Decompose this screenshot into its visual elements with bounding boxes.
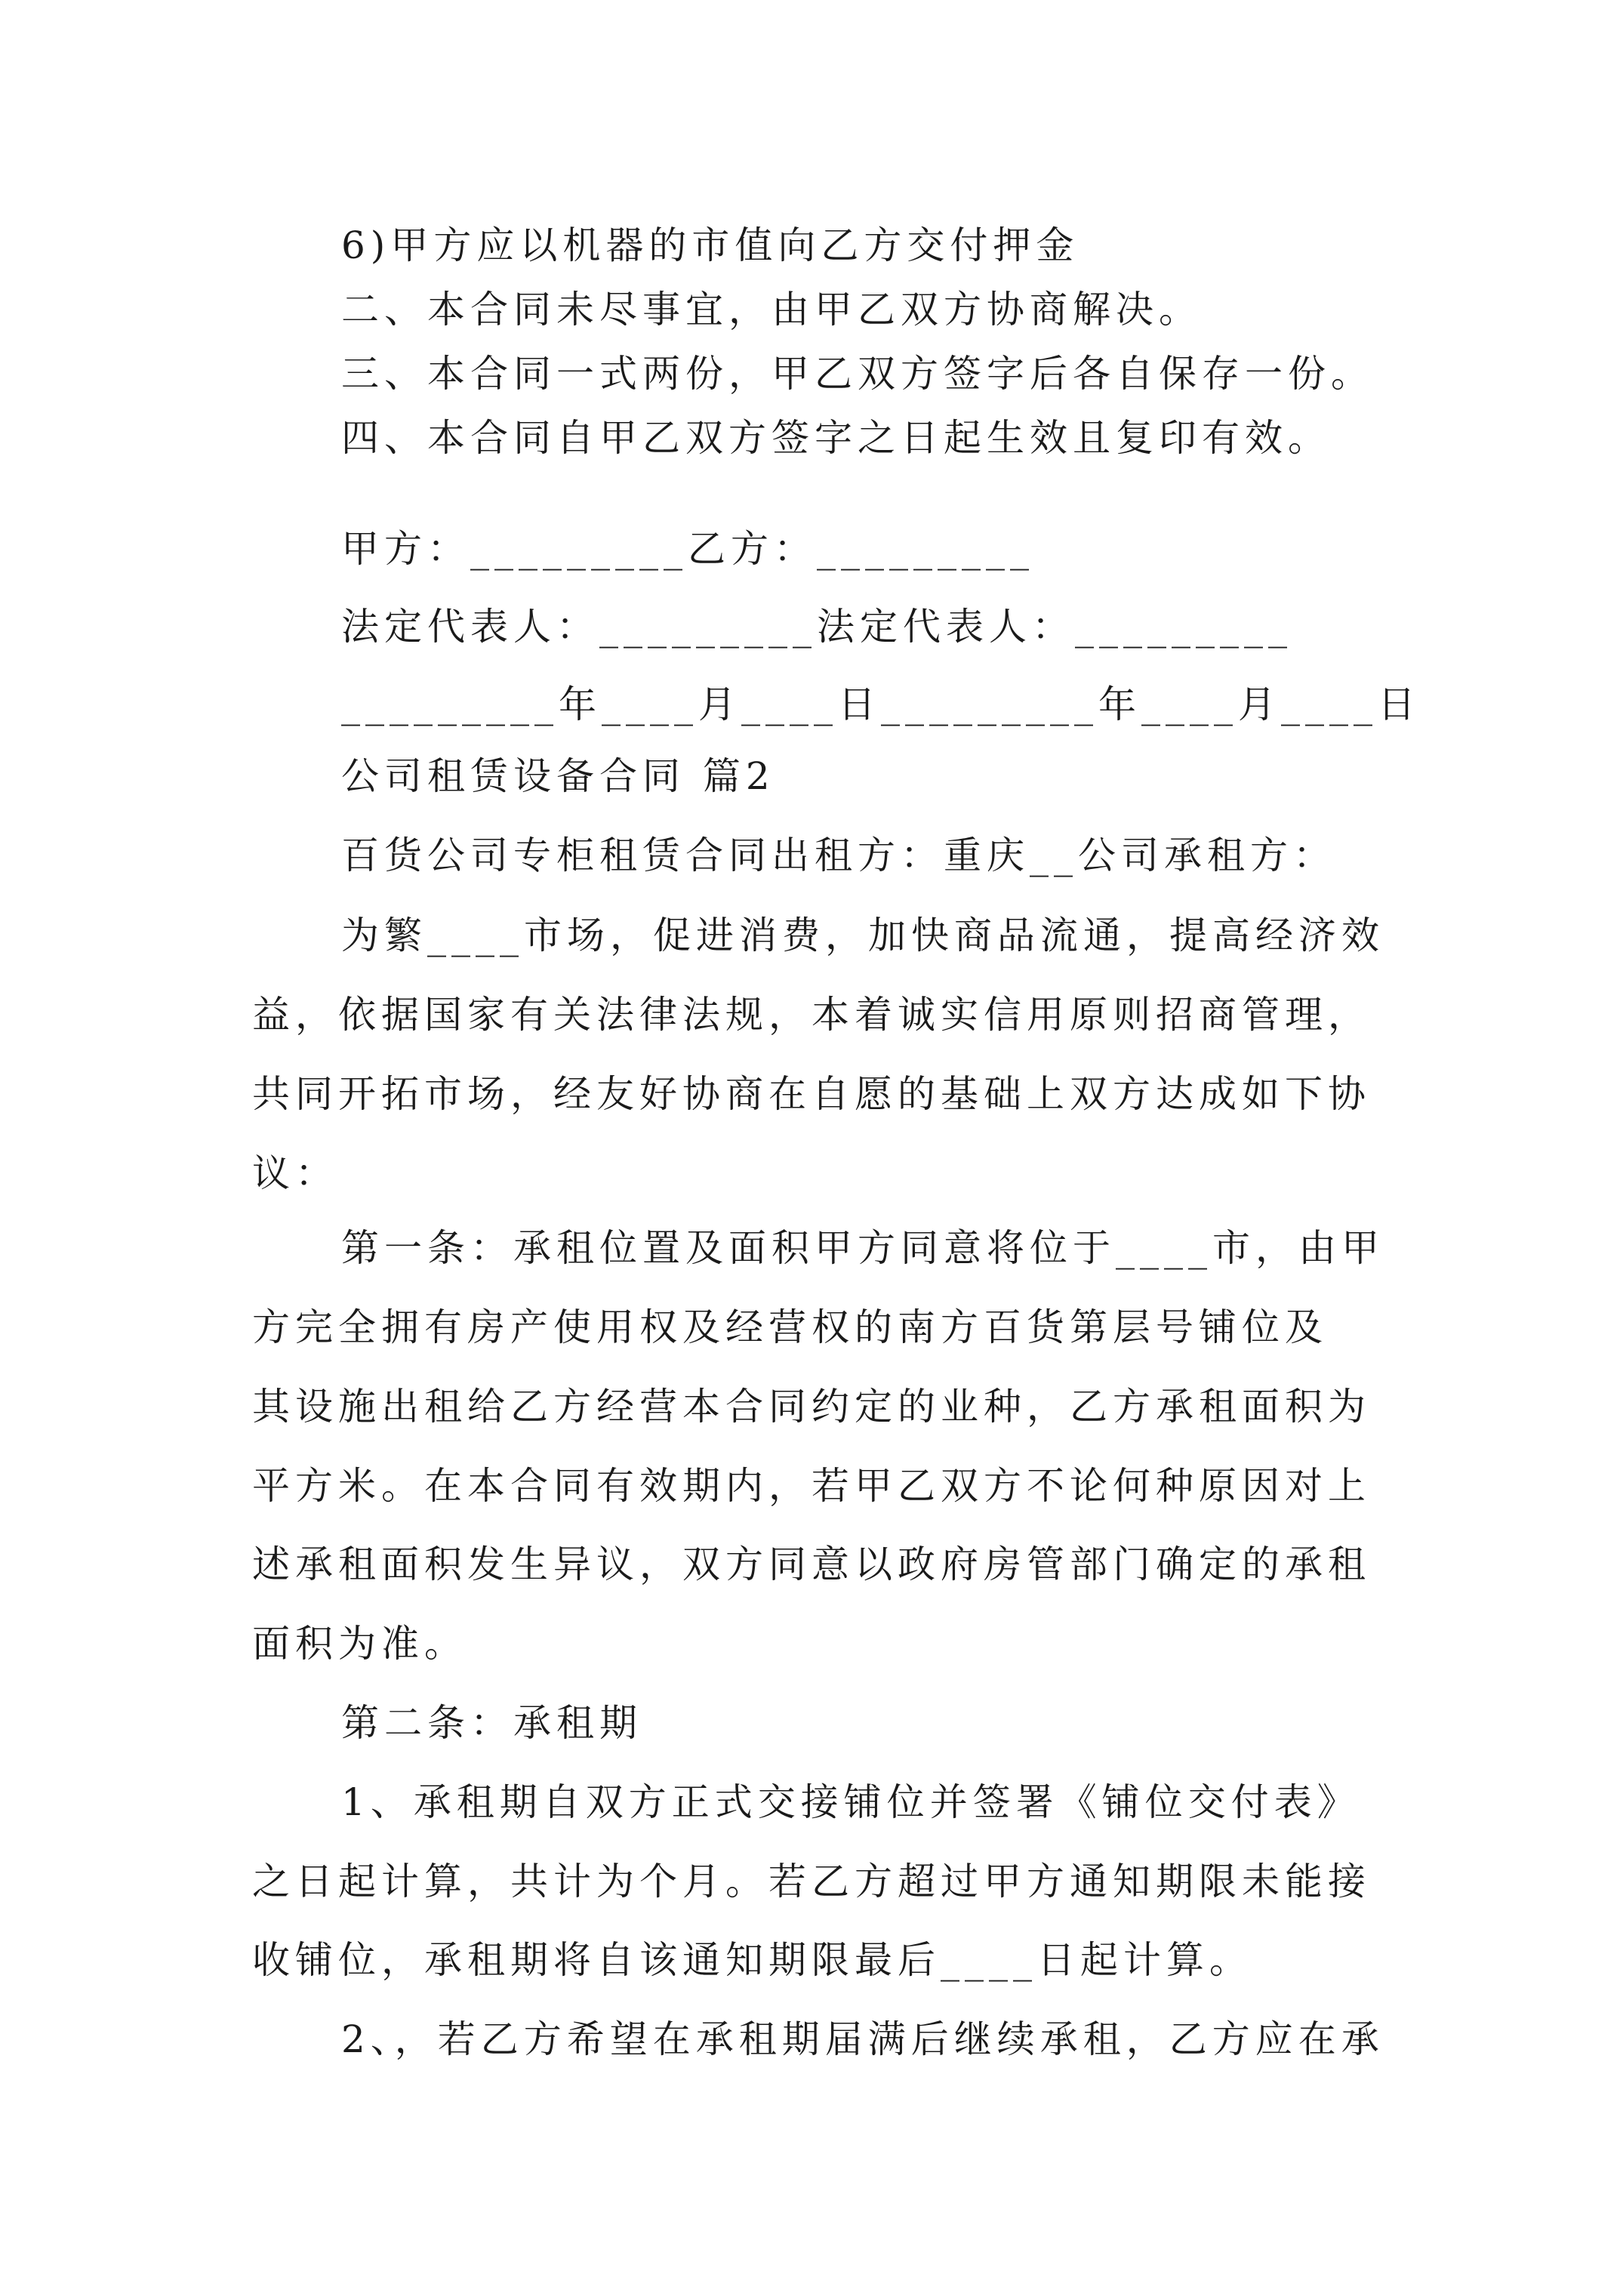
signature-line-dates: _________年____月____日_________年____月____日 <box>341 683 1421 726</box>
text-line: 百货公司专柜租赁合同出租方：重庆__公司承租方： <box>341 834 1336 877</box>
text-line: 二、本合同未尽事宜，由甲乙双方协商解决。 <box>341 288 1202 331</box>
text-line: 平方米。在本合同有效期内，若甲乙双方不论何种原因对上 <box>252 1464 1371 1508</box>
text-line: 第二条：承租期 <box>341 1701 642 1745</box>
text-line: 为繁____市场，促进消费，加快商品流通，提高经济效 <box>341 914 1384 957</box>
text-line: 共同开拓市场，经友好协商在自愿的基础上双方达成如下协 <box>252 1072 1371 1116</box>
text-line: 6)甲方应以机器的市值向乙方交付押金 <box>341 223 1079 267</box>
signature-line-parties: 甲方：_________乙方：_________ <box>341 527 1034 571</box>
text-line: 之日起计算，共计为个月。若乙方超过甲方通知期限未能接 <box>252 1860 1371 1903</box>
text-line: 述承租面积发生异议，双方同意以政府房管部门确定的承租 <box>252 1542 1371 1586</box>
text-line: 收铺位，承租期将自该通知期限最后____日起计算。 <box>252 1938 1252 1982</box>
text-line: 三、本合同一式两份，甲乙双方签字后各自保存一份。 <box>341 352 1374 396</box>
signature-line-representatives: 法定代表人：_________法定代表人：_________ <box>341 605 1292 649</box>
section-heading: 公司租赁设备合同 篇2 <box>341 754 775 798</box>
text-line: 四、本合同自甲乙双方签字之日起生效且复印有效。 <box>341 416 1331 460</box>
text-line: 益，依据国家有关法律法规，本着诚实信用原则招商管理， <box>252 993 1371 1037</box>
text-line: 面积为准。 <box>252 1622 467 1666</box>
text-line: 其设施出租给乙方经营本合同约定的业种，乙方承租面积为 <box>252 1385 1371 1428</box>
text-line: 方完全拥有房产使用权及经营权的南方百货第层号铺位及 <box>252 1305 1328 1349</box>
text-line: 2、，若乙方希望在承租期届满后继续承租，乙方应在承 <box>341 2017 1384 2061</box>
text-line: 1、承租期自双方正式交接铺位并签署《铺位交付表》 <box>341 1780 1360 1824</box>
text-line: 第一条：承租位置及面积甲方同意将位于____市，由甲 <box>341 1226 1384 1270</box>
text-line: 议： <box>252 1151 338 1195</box>
